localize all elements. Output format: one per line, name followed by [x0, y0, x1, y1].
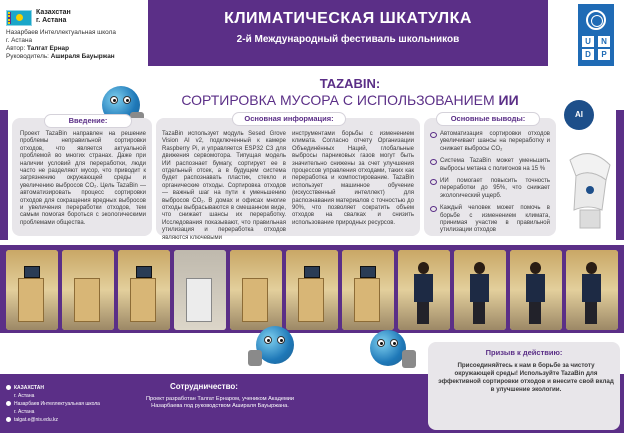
title-banner — [148, 0, 548, 66]
photo-strip — [0, 245, 624, 333]
un-emblem-icon — [586, 10, 606, 30]
robot-hand-icon — [560, 140, 618, 230]
call-to-action-panel — [428, 342, 620, 430]
left-decor-rail — [0, 110, 8, 240]
main-info-col2: инструментами борьбы с изменением климата. Согласно отчету Организации Объединённых Наций, глобальные выбросы парниковых газов могут быть значительно снижены за счет улучшения процессов управления отходами, таких как переработка и компостирование. TazaBin использует машинное обучение (искусственный интеллект) для распознавания материалов с точностью до 90%, что позволяет сократить объем отходов на свалках и снизить использование природных ресурсов. — [292, 131, 414, 226]
photo-bin-1 — [6, 250, 58, 330]
school-name: Назарбаев Интеллектуальная школа — [6, 29, 116, 36]
photo-person-3 — [510, 250, 562, 330]
photo-bin-2 — [62, 250, 114, 330]
list-item: Система TazaBin может уменьшить выбросы метана с полигонов на 15 % — [430, 158, 552, 173]
project-tagline: СОРТИРОВКА МУСОРА С ИСПОЛЬЗОВАНИЕМ ИИ — [181, 92, 519, 108]
main-info-heading: Основная информация: — [232, 112, 346, 126]
intro-heading: Введение: — [44, 114, 132, 128]
footer-contacts — [6, 384, 100, 424]
photo-bin-4 — [174, 250, 226, 330]
cta-heading: Призыв к действию: — [485, 348, 563, 357]
footer-country-line: КАЗАХСТАН — [6, 384, 100, 392]
ai-badge-icon: AI — [564, 100, 594, 130]
collaboration-heading: Сотрудничество: — [170, 382, 238, 391]
cta-text: Присоединяйтесь к нам в борьбе за чистоту окружающей среды! Используйте TazaBin для эффективной сортировки отходов и внесите свой вклад в улучшение экологии. — [438, 362, 614, 393]
photo-bin-5 — [230, 250, 282, 330]
project-name: TAZABIN: — [319, 76, 381, 91]
photo-bin-6 — [286, 250, 338, 330]
author-line: Автор: Талгат Ернар — [6, 45, 70, 52]
author-block — [6, 29, 116, 61]
footer-school-city: г. Астана — [14, 409, 35, 415]
list-item: Каждый человек может помочь в борьбе с изменением климата, принимая участие в правильной утилизации отходов — [430, 205, 552, 235]
list-item: Автоматизация сортировки отходов увеличивает шансы на переработку и снижает выбросы CO₂ — [430, 131, 552, 153]
collaboration-text: Проект разработан Талгат Ернаром, учеником Академии Назарбаева под руководством Ашираля Бауыржана. — [145, 396, 295, 409]
school-icon — [6, 401, 11, 406]
intro-text: Проект TazaBin направлен на решение проблемы неправильной сортировки отходов, что является актуальной проблемой во многих странах. Даже при наличии условий для переработки, люди часто не разделяют мусор, что приводит к загрязнению окружающей среды и увеличению выбросов CO₂. Цель TazaBin — автоматизировать процесс сортировки отходов для сокращения вредных выбросов и увеличения переработки отходов, тем самым помогая бороться с экологическими проблемами общества. — [20, 131, 146, 226]
school-city: г. Астана — [6, 37, 33, 44]
undp-logo — [578, 4, 614, 66]
footer-city: г. Астана — [14, 393, 35, 399]
photo-person-2 — [454, 250, 506, 330]
list-item: ИИ помогает повысить точность переработки до 95%, что снижает экологический ущерб. — [430, 178, 552, 200]
footer-school-line: Назарбаев Интеллектуальная школа — [6, 400, 100, 408]
poster-title: КЛИМАТИЧЕСКАЯ ШКАТУЛКА — [224, 10, 472, 27]
photo-bin-7 — [342, 250, 394, 330]
poster-subtitle: 2-й Международный фестиваль школьников — [236, 34, 460, 45]
author-name: Талгат Ернар — [27, 45, 70, 52]
robot-mascot-bottom-icon — [246, 322, 306, 374]
location-icon — [6, 385, 11, 390]
photo-person-4 — [566, 250, 618, 330]
poster-header — [0, 0, 624, 76]
undp-letters: U N D P — [582, 36, 610, 60]
kazakhstan-flag-icon — [6, 10, 32, 26]
city-name: г. Астана — [36, 17, 67, 24]
country-name: Казахстан — [36, 9, 71, 16]
footer-email: talgat.e@nis.edu.kz — [14, 417, 58, 423]
main-info-col1: TazaBin использует модуль Sesed Grove Vision AI v2, подключенный к камере Raspberry Pi, и управляется ESP32 C3 для движения сервомотора. Типущая модель ИИ распознает бумагу, сортирует ее в отдельный отсек, а в будущем система будет распознавать пластик, стекло и органические отходы. Сортировка отходов — важный шаг на пути к уменьшению выбросов CO₂. В домах и офисах многие отходы выбрасываются в смешанном виде, что снижает шансы их переработку. Исследования показывают, что правильная утилизация и переработка отходов являются ключевыми — [162, 131, 286, 241]
photo-person-1 — [398, 250, 450, 330]
email-icon — [6, 417, 11, 422]
supervisor-line: Руководитель: Ашираля Бауыржан — [6, 53, 115, 60]
robot-mascot-right-icon — [362, 324, 420, 374]
supervisor-name: Ашираля Бауыржан — [50, 53, 115, 60]
photo-bin-3 — [118, 250, 170, 330]
conclusions-list — [430, 131, 552, 240]
country-block — [36, 9, 71, 25]
conclusions-heading: Основные выводы: — [436, 112, 540, 126]
footer-email-line — [6, 416, 100, 424]
